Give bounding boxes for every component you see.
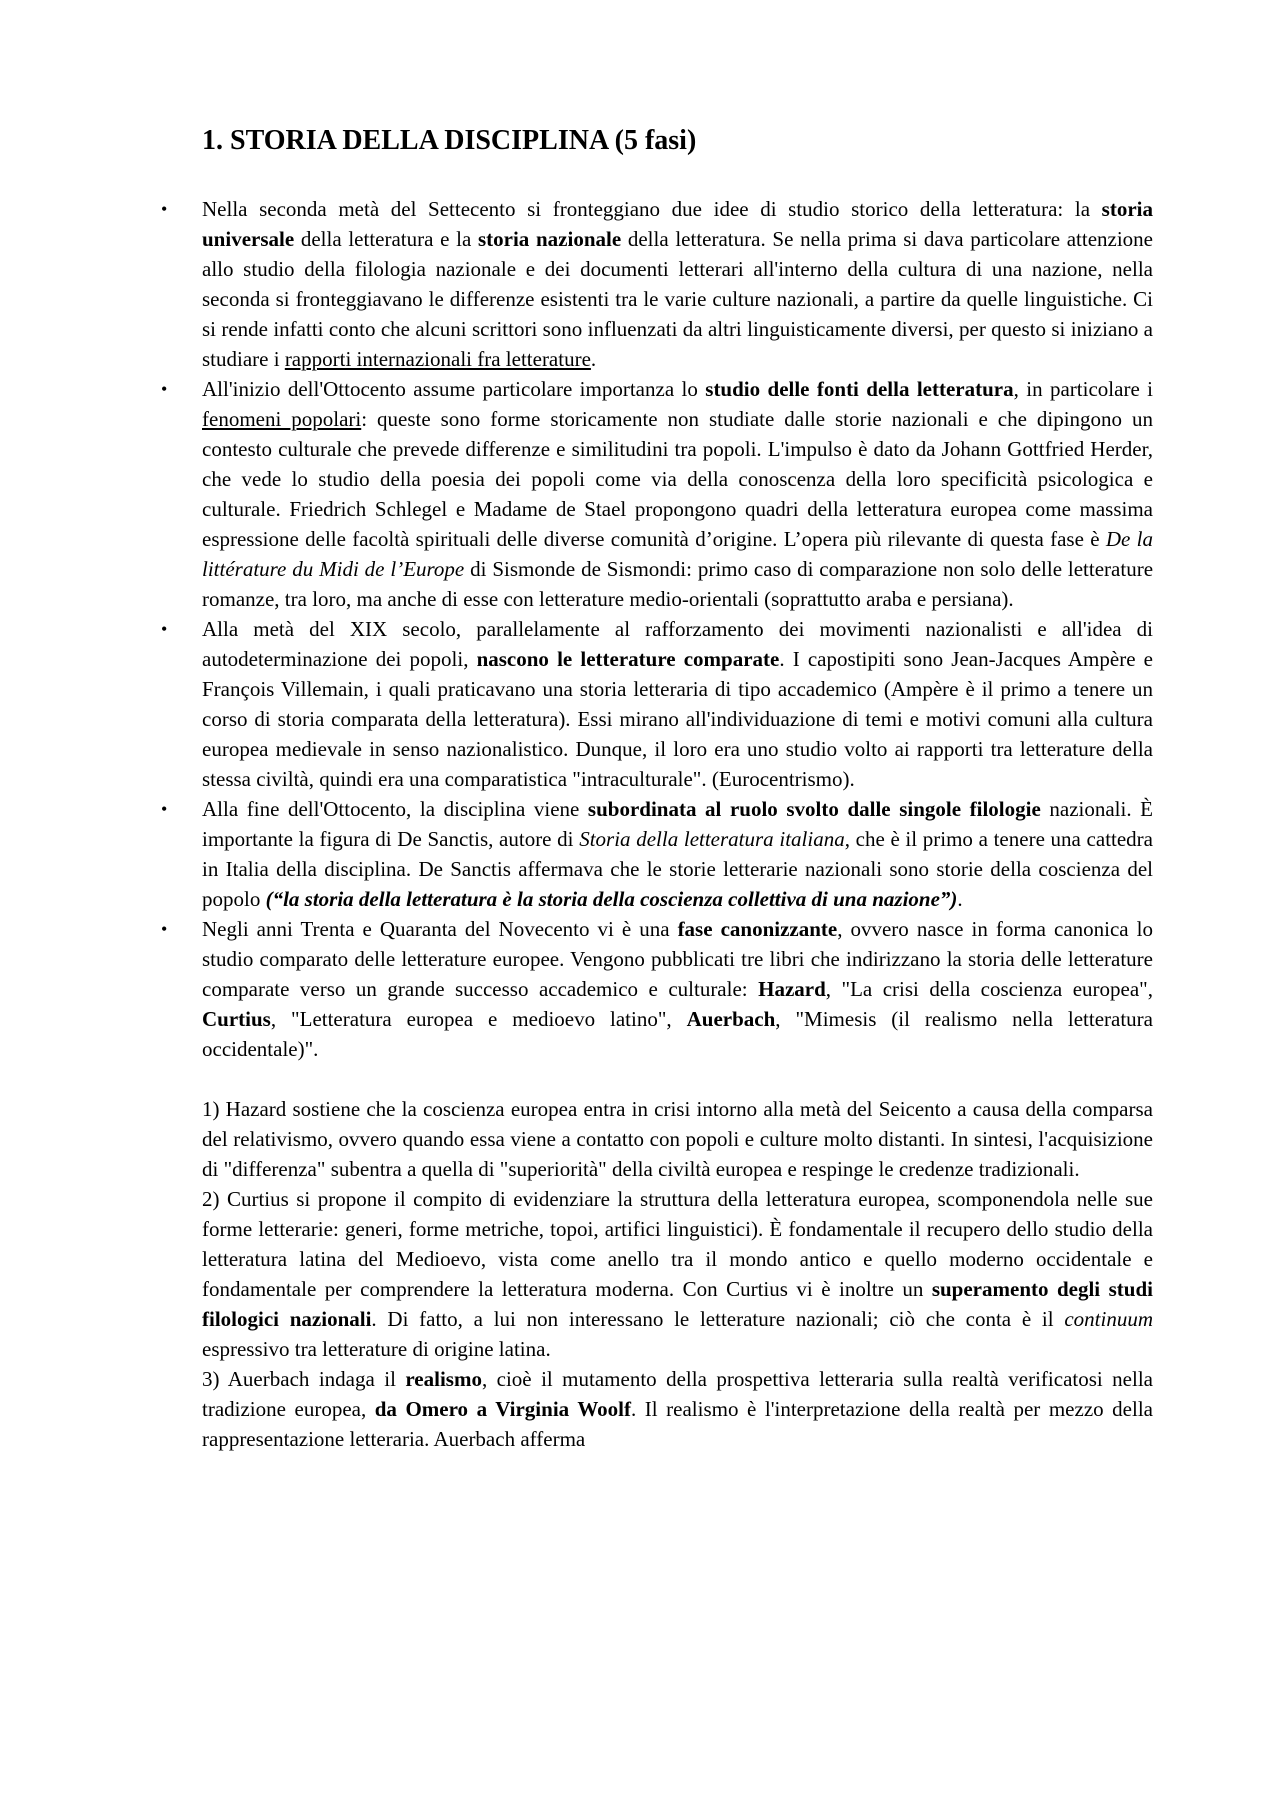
document-body [161,194,1154,1454]
bold-text: fase canonizzante [677,917,838,941]
bold-text: storia universale [202,197,1153,251]
text-run: , ovvero nasce in forma canonica lo studio comparato delle letterature europee. Vengono pubblicati tre libri che indirizzano la storia delle letterature comparate verso un grande successo accademico e culturale: [202,917,1153,1001]
list-item-phase-3 [161,614,1153,794]
bold-text: realismo [405,1367,482,1391]
italic-text: Storia della letteratura italiana [579,827,845,851]
paragraph-curtius [202,1184,1153,1364]
text-run: , "Letteratura europea e medioevo latino", [270,1007,687,1031]
text-run: Nella seconda metà del Settecento si fronteggiano due idee di studio storico della letteratura: la [202,197,1102,221]
bullet-icon: • [161,379,168,399]
text-run: . [590,347,597,371]
bullet-icon: • [161,619,168,639]
paragraph-phase-3 [202,614,1153,794]
text-run: , "Mimesis (il realismo nella letteratura occidentale)". [202,1007,1153,1061]
list-item-phase-5 [161,914,1153,1064]
list-item-phase-4 [161,794,1154,914]
bullet-icon: • [161,919,168,939]
text-run: . Di fatto, a lui non interessano le letterature nazionali; ciò che conta è il [371,1307,1065,1331]
underlined-text: fenomeni popolari [202,407,362,431]
text-run: 2) Curtius si propone il compito di evidenziare la struttura della letteratura europea, scomponendola nelle sue forme letterarie: generi, forme metriche, topoi, artifici linguistici). È fondamentale il recupero dello studio della letteratura latina del Medioevo, vista come anello tra il mondo antico e quello moderno occidentale e fondamentale per comprendere la letteratura moderna. Con Curtius vi è inoltre un [202,1187,1153,1301]
bullet-icon: • [161,199,168,219]
text-run: . I capostipiti sono Jean-Jacques Ampère e François Villemain, i quali praticavano una storia letteraria di tipo accademico (Ampère è il primo a tenere un corso di storia comparata della letteratura). Essi mirano all'individuazione di temi e motivi comuni alla cultura europea medievale in senso nazionalistico. Dunque, il loro era uno studio volto ai rapporti tra letterature della stessa civiltà, quindi era una comparatistica "intraculturale". (Eurocentrismo). [202,647,1153,791]
bold-text: superamento degli studi filologici nazionali [202,1277,1153,1331]
bold-italic-quote [266,887,958,911]
text-run: 3) Auerbach indaga il [202,1367,406,1391]
text-run: , cioè il mutamento della prospettiva letteraria sulla realtà verificatosi nella tradizione europea, [202,1367,1153,1421]
text-run: 1) Hazard sostiene che la coscienza europea entra in crisi intorno alla metà del Seicento a causa della comparsa del relativismo, ovvero quando essa viene a contatto con popoli e culture molto distanti. In sintesi, l'acquisizione di "differenza" subentra a quella di "superiorità" della civiltà europea e respinge le credenze tradizionali. [202,1097,1153,1181]
text-run: nazionali. È importante la figura di De Sanctis, autore di [202,797,1154,851]
text-run: , che è il primo a tenere una cattedra in Italia della disciplina. De Sanctis affermava che le storie letterarie nazionali sono storie della coscienza del popolo [202,827,1153,911]
paragraph-phase-2 [202,374,1153,614]
italic-text: De la littérature du Midi de l’Europe [202,527,1153,581]
page-title: 1. STORIA DELLA DISCIPLINA (5 fasi) [202,125,697,156]
text-run: . [957,887,963,911]
text-run: All'inizio dell'Ottocento assume particolare importanza lo [202,377,706,401]
bold-text: nascono le letterature comparate [476,647,780,671]
text-run: espressivo tra letterature di origine latina. [202,1337,551,1361]
paragraph-auerbach [202,1364,1153,1454]
text-run: , "La crisi della coscienza europea", [825,977,1153,1001]
paragraph-phase-4 [202,794,1153,914]
bold-text: studio delle fonti della letteratura [705,377,1014,401]
text-run: , in particolare i [1013,377,1153,401]
text-run: . Il realismo è l'interpretazione della realtà per mezzo della rappresentazione letteraria. Auerbach afferma [202,1397,1153,1451]
text-run: : queste sono forme storicamente non studiate dalle storie nazionali e che dipingono un contesto culturale che prevede differenze e similitudini tra popoli. L'impulso è dato da Johann Gottfried Herder, che vede lo studio della poesia dei popoli come via della conoscenza della loro specificità psicologica e culturale. Friedrich Schlegel e Madame de Stael propongono quadri della letteratura europea come massima espressione delle facoltà spirituali delle diverse comunità d’origine. L’opera più rilevante di questa fase è [202,407,1153,551]
text-run: Negli anni Trenta e Quaranta del Novecento vi è una [202,917,678,941]
text-run: della letteratura. Se nella prima si dava particolare attenzione allo studio della filologia nazionale e dei documenti letterari all'interno della cultura di una nazione, nella seconda si fronteggiavano le differenze esistenti tra le varie culture nazionali, a partire da quelle linguistiche. Ci si rende infatti conto che alcuni scrittori sono influenzati da altri linguisticamente diversi, per questo si iniziano a studiare i [202,227,1153,371]
bold-text: Hazard [758,977,826,1001]
text-run: Alla fine dell'Ottocento, la disciplina viene [202,797,588,821]
bold-text: storia nazionale [477,227,622,251]
paragraph-spacer [202,1064,1153,1094]
text-run: della letteratura e la [294,227,478,251]
italic-text: (“la storia della letteratura è la storia della coscienza collettiva di una nazione”) [265,887,958,911]
bold-text: Curtius [202,1007,271,1031]
bold-text: subordinata al ruolo svolto dalle singole filologie [587,797,1041,821]
paragraph-phase-1 [202,194,1153,374]
bold-text: da Omero a Virginia Woolf [374,1397,631,1421]
text-run: di Sismonde de Sismondi: primo caso di comparazione non solo delle letterature romanze, tra loro, ma anche di esse con letterature medio-orientali (soprattutto araba e persiana). [202,557,1154,611]
paragraph-phase-5 [202,914,1153,1064]
list-item-phase-2 [161,374,1154,614]
paragraph-hazard [202,1094,1153,1184]
underlined-text: rapporti internazionali fra letterature [284,347,591,371]
bullet-icon: • [161,799,168,819]
bold-text: Auerbach [686,1007,776,1031]
list-item-phase-1 [161,194,1153,374]
phases-list [161,194,1154,1064]
italic-text: continuum [1064,1307,1153,1331]
text-run: Alla metà del XIX secolo, parallelamente al rafforzamento dei movimenti nazionalisti e all'idea di autodeterminazione dei popoli, [202,617,1153,671]
